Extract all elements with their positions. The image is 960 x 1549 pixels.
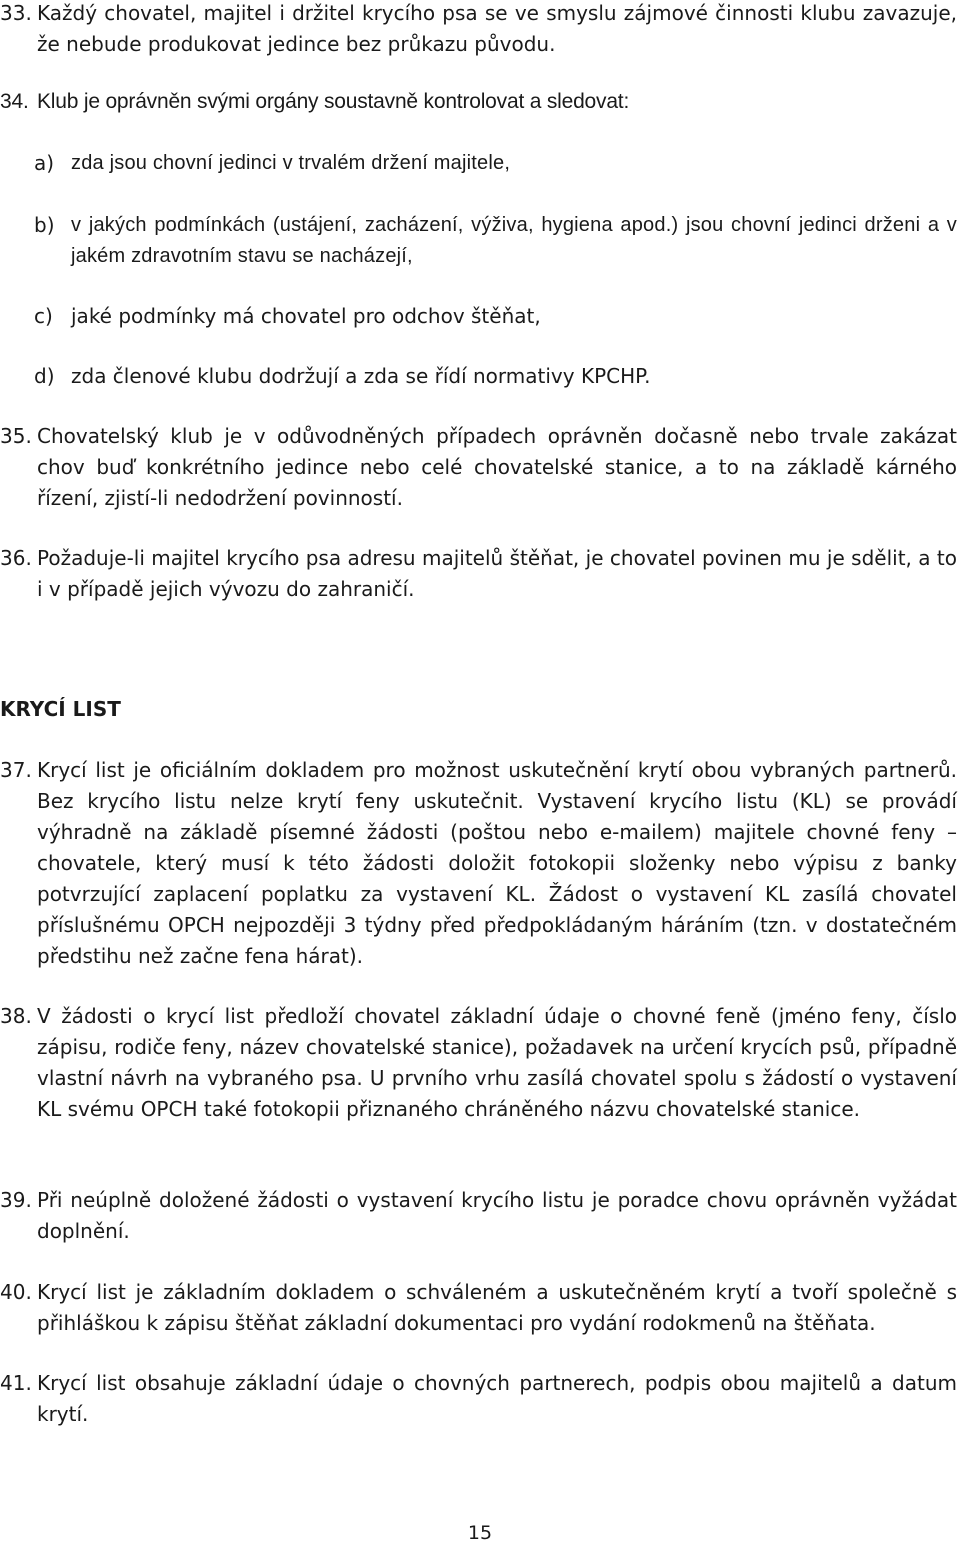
paragraph-text: Požaduje-li majitel krycího psa adresu majitelů štěňat, je chovatel povinen mu je sdělit, a to i v případě jejich vývozu do zahraničí. bbox=[37, 546, 957, 601]
subitem-text: v jakých podmínkách (ustájení, zacházení, výživa, hygiena apod.) jsou chovní jedinci drženi a v jakém zdravotním stavu se nacházejí, bbox=[71, 214, 957, 267]
paragraph-number: 40. bbox=[0, 1280, 32, 1304]
paragraph-text: Krycí list je oficiálním dokladem pro možnost uskutečnění krytí obou vybraných partnerů. Bez krycího listu nelze krytí feny uskutečnit. Vystavení krycího listu (KL) se provádí výhradně na základě písemné žádosti (poštou nebo e-mailem) majitele chovné feny – chovatele, který musí k této žádosti doložit fotokopii složenky nebo výpisu z banky potvrzující zaplacení poplatku za vystavení KL. Žádost o vystavení KL zasílá chovatel příslušnému OPCH nejpozději 3 týdny před předpokládaným háráním (tzn. v dostatečném předstihu než začne fena hárat). bbox=[37, 758, 957, 968]
paragraph-number: 34. bbox=[0, 90, 29, 113]
paragraph-38 bbox=[0, 1001, 957, 1125]
paragraph-36 bbox=[0, 543, 957, 605]
subitem-text: jaké podmínky má chovatel pro odchov štěňat, bbox=[71, 304, 541, 328]
paragraph-number: 38. bbox=[0, 1004, 32, 1028]
paragraph-number: 36. bbox=[0, 546, 32, 570]
subitem-label: c) bbox=[34, 304, 53, 328]
paragraph-number: 41. bbox=[0, 1371, 32, 1395]
paragraph-37 bbox=[0, 755, 957, 972]
paragraph-number: 35. bbox=[0, 424, 32, 448]
paragraph-text: Krycí list obsahuje základní údaje o chovných partnerech, podpis obou majitelů a datum krytí. bbox=[37, 1371, 957, 1426]
subitem-text: zda jsou chovní jedinci v trvalém držení majitele, bbox=[71, 152, 511, 174]
subitem-label: b) bbox=[34, 213, 55, 237]
paragraph-text: Při neúplně doložené žádosti o vystavení krycího listu je poradce chovu oprávněn vyžádat doplnění. bbox=[37, 1188, 957, 1243]
paragraph-40 bbox=[0, 1277, 957, 1339]
subitem-c bbox=[34, 301, 957, 332]
paragraph-text: Chovatelský klub je v odůvodněných případech oprávněn dočasně nebo trvale zakázat chov buď konkrétního jedince nebo celé chovatelské stanice, a to na základě kárného řízení, zjistí-li nedodržení povinností. bbox=[37, 424, 957, 510]
paragraph-number: 33. bbox=[0, 1, 32, 25]
subitem-d bbox=[34, 361, 957, 392]
paragraph-text: Krycí list je základním dokladem o schváleném a uskutečněném krytí a tvoří společně s přihláškou k zápisu štěňat základní dokumentaci pro vydání rodokmenů na štěňata. bbox=[37, 1280, 957, 1335]
paragraph-text: Klub je oprávněn svými orgány soustavně kontrolovat a sledovat: bbox=[37, 90, 630, 113]
paragraph-39 bbox=[0, 1185, 957, 1247]
subitem-a bbox=[34, 148, 957, 179]
paragraph-33 bbox=[0, 0, 957, 60]
paragraph-34 bbox=[0, 86, 957, 117]
page-number: 15 bbox=[467, 1522, 493, 1544]
section-heading: KRYCÍ LIST bbox=[0, 697, 121, 721]
paragraph-number: 39. bbox=[0, 1188, 32, 1212]
paragraph-text: V žádosti o krycí list předloží chovatel základní údaje o chovné feně (jméno feny, číslo zápisu, rodiče feny, název chovatelské stanice), požadavek na určení krycích psů, případně vlastní návrh na vybraného psa. U prvního vrhu zasílá chovatel spolu s žádostí o vystavení KL svému OPCH také fotokopii přiznaného chráněného názvu chovatelské stanice. bbox=[37, 1004, 957, 1121]
paragraph-41 bbox=[0, 1368, 957, 1430]
subitem-b bbox=[34, 210, 957, 272]
paragraph-number: 37. bbox=[0, 758, 32, 782]
subitem-label: d) bbox=[34, 364, 55, 388]
subitem-text: zda členové klubu dodržují a zda se řídí normativy KPCHP. bbox=[71, 364, 651, 388]
paragraph-text: Každý chovatel, majitel i držitel krycího psa se ve smyslu zájmové činnosti klubu zavazuje, že nebude produkovat jedince bez průkazu původu. bbox=[37, 1, 957, 56]
paragraph-35 bbox=[0, 421, 957, 514]
subitem-label: a) bbox=[34, 151, 55, 175]
